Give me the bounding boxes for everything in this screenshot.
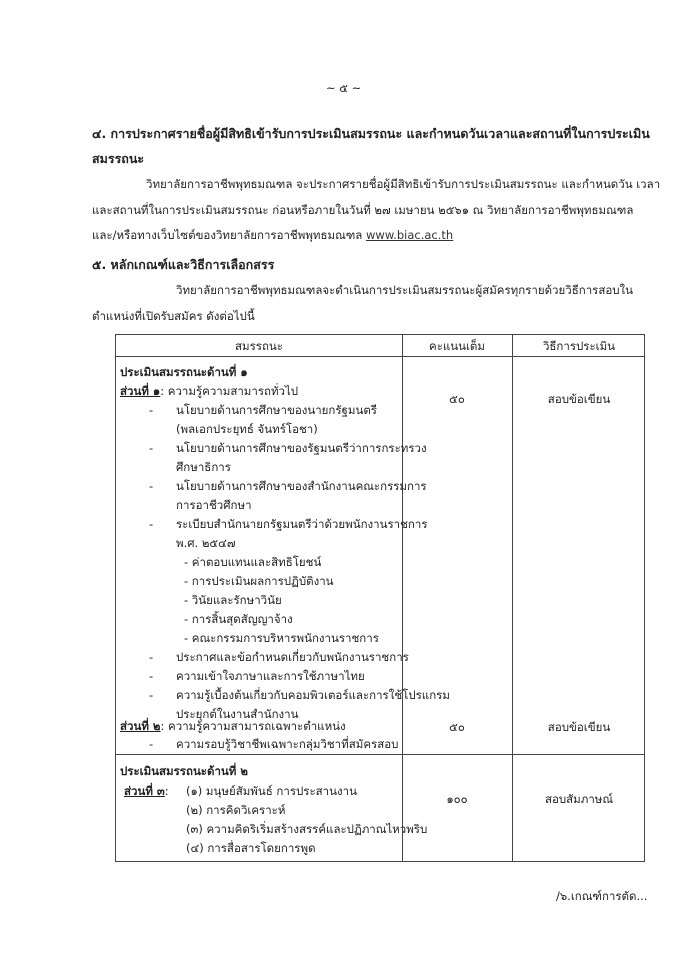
topic: ความรู้เบื้องต้นเกี่ยวกับคอมพิวเตอร์และการใช้โปรแกรม: [176, 688, 450, 702]
continuation-footer: /๖.เกณฑ์การตัด...: [556, 889, 648, 903]
bullet-dash: -: [149, 688, 154, 702]
topic: นโยบายด้านการศึกษาของสำนักงานคณะกรรมการ: [176, 479, 427, 493]
page-number: ~ ๕ ~: [326, 81, 362, 95]
subtopic: - คณะกรรมการบริหารพนักงานราชการ: [184, 631, 379, 645]
section5-heading: ๕. หลักเกณฑ์และวิธีการเลือกสรร: [92, 257, 275, 272]
header-method: วิธีการประเมิน: [542, 339, 616, 353]
part3-item: (๒) การคิดวิเคราะห์: [186, 803, 286, 817]
column-divider: [512, 335, 513, 861]
part3-colon: :: [164, 784, 169, 798]
part1-method: สอบข้อเขียน: [547, 392, 611, 406]
bullet-dash: -: [149, 517, 154, 531]
topic: ประกาศและข้อกำหนดเกี่ยวกับพนักงานราชการ: [176, 650, 409, 664]
part3-item: (๔) การสื่อสารโดยการพูด: [186, 841, 316, 855]
part2-label: [120, 718, 346, 734]
bullet-dash: -: [149, 737, 154, 751]
part1-text: : ความรู้ความสามารถทั่วไป: [160, 384, 299, 398]
topic: ความเข้าใจภาษาและการใช้ภาษาไทย: [176, 669, 365, 683]
subtopic: - การสิ้นสุดสัญญาจ้าง: [184, 612, 293, 626]
part1-label: [120, 383, 298, 399]
bullet-dash: -: [149, 403, 154, 417]
part2-number: ส่วนที่ ๒: [120, 719, 161, 733]
competency-table: [115, 334, 645, 862]
bullet-dash: -: [149, 650, 154, 664]
section4-text: และ/หรือทางเว็บไซต์ของวิทยาลัยการอาชีพพุทธมณฑล: [92, 228, 363, 242]
bullet-dash: -: [149, 441, 154, 455]
part2-score: ๕๐: [449, 720, 465, 734]
group2-score: ๑๐๐: [446, 792, 468, 806]
part2-method: สอบข้อเขียน: [547, 720, 611, 734]
topic: ประยุกต์ในงานสำนักงาน: [176, 707, 299, 721]
subtopic: - ค่าตอบแทนและสิทธิโยชน์: [184, 555, 322, 569]
header-full-score: คะแนนเต็ม: [429, 339, 485, 353]
section4-heading: ๔. การประกาศรายชื่อผู้มีสิทธิเข้ารับการประเมินสมรรถนะ และกำหนดวันเวลาและสถานที่ในการประเมิน: [92, 126, 650, 141]
section4-heading-cont: สมรรถนะ: [92, 151, 145, 166]
section4-paragraph-3: [92, 227, 453, 243]
subtopic: - วินัยและรักษาวินัย: [184, 593, 282, 607]
bullet-dash: -: [149, 669, 154, 683]
topic: (พลเอกประยุทธ์ จันทร์โอชา): [176, 422, 318, 436]
subtopic: - การประเมินผลการปฏิบัติงาน: [184, 574, 334, 588]
website-link[interactable]: www.biac.ac.th: [366, 228, 454, 242]
topic: ศึกษาธิการ: [176, 460, 231, 474]
group2-method: สอบสัมภาษณ์: [544, 792, 614, 806]
section5-paragraph-2: ตำแหน่งที่เปิดรับสมัคร ดังต่อไปนี้: [92, 309, 255, 323]
part2-text: : ความรู้ความสามารถเฉพาะตำแหน่ง: [160, 719, 346, 733]
row-divider: [116, 356, 644, 357]
header-competency: สมรรถนะ: [235, 339, 283, 353]
topic: พ.ศ. ๒๕๔๗: [176, 536, 236, 550]
section5-paragraph: วิทยาลัยการอาชีพพุทธมณฑลจะดำเนินการประเมินสมรรถนะผู้สมัครทุกรายด้วยวิธีการสอบใน: [176, 283, 634, 297]
part3-item: (๓) ความคิดริเริ่มสร้างสรรค์และปฏิภาณไหวพริบ: [186, 822, 428, 836]
row-divider: [116, 754, 644, 755]
group2-title: ประเมินสมรรถนะด้านที่ ๒: [120, 764, 248, 778]
part3-label: [124, 783, 169, 799]
part3-item: (๑) มนุษย์สัมพันธ์ การประสานงาน: [186, 784, 357, 798]
topic: การอาชีวศึกษา: [176, 498, 252, 512]
topic: ระเบียบสำนักนายกรัฐมนตรีว่าด้วยพนักงานราชการ: [176, 517, 428, 531]
part3-number: ส่วนที่ ๓: [124, 784, 165, 798]
topic: นโยบายด้านการศึกษาของรัฐมนตรีว่าการกระทรวง: [176, 441, 427, 455]
bullet-dash: -: [149, 479, 154, 493]
column-divider: [402, 335, 403, 861]
section4-paragraph: วิทยาลัยการอาชีพพุทธมณฑล จะประกาศรายชื่อผู้มีสิทธิเข้ารับการประเมินสมรรถนะ และกำหนดวัน เวลา: [146, 177, 661, 191]
part2-topic: ความรอบรู้วิชาชีพเฉพาะกลุ่มวิชาที่สมัครสอบ: [176, 737, 399, 751]
topic: นโยบายด้านการศึกษาของนายกรัฐมนตรี: [176, 403, 377, 417]
group1-title: ประเมินสมรรถนะด้านที่ ๑: [120, 365, 248, 379]
section4-paragraph-2: และสถานที่ในการประเมินสมรรถนะ ก่อนหรือภายในวันที่ ๒๗ เมษายน ๒๕๖๑ ณ วิทยาลัยการอาชีพพุทธมณฑล: [92, 203, 634, 217]
part1-score: ๕๐: [449, 392, 465, 406]
part1-number: ส่วนที่ ๑: [120, 384, 161, 398]
